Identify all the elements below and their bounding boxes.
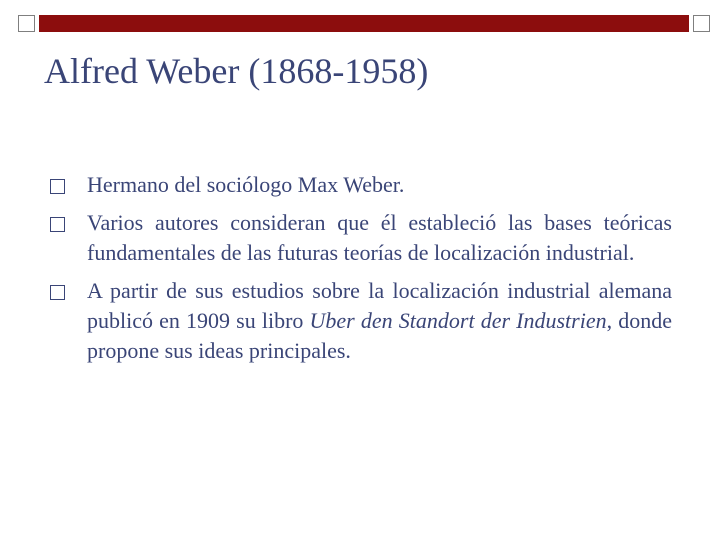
right-square-icon: [693, 15, 710, 32]
bullet-item-1: [50, 170, 672, 200]
square-bullet-icon: [50, 285, 65, 300]
slide-title: Alfred Weber (1868-1958): [44, 51, 429, 91]
bullet-text: Hermano del sociólogo Max Weber.: [87, 172, 405, 197]
bullet-text-before: A partir de sus estudios sobre la localización industrial alemana publicó en 1909 su libro: [87, 278, 672, 333]
top-decorative-bar: [18, 5, 710, 41]
square-bullet-icon: [50, 179, 65, 194]
book-title: Uber den Standort der Industrien: [309, 308, 607, 333]
bullet-text-after: , donde propone sus ideas principales.: [87, 308, 672, 363]
left-square-icon: [18, 15, 35, 32]
square-bullet-icon: [50, 217, 65, 232]
bullet-text: Varios autores consideran que él estableció las bases teóricas fundamentales de las futuras teorías de localización industrial.: [87, 210, 672, 265]
accent-band: [39, 15, 689, 32]
bullet-item-3: [50, 276, 672, 366]
bullet-list: [50, 170, 672, 374]
bullet-item-2: [50, 208, 672, 268]
